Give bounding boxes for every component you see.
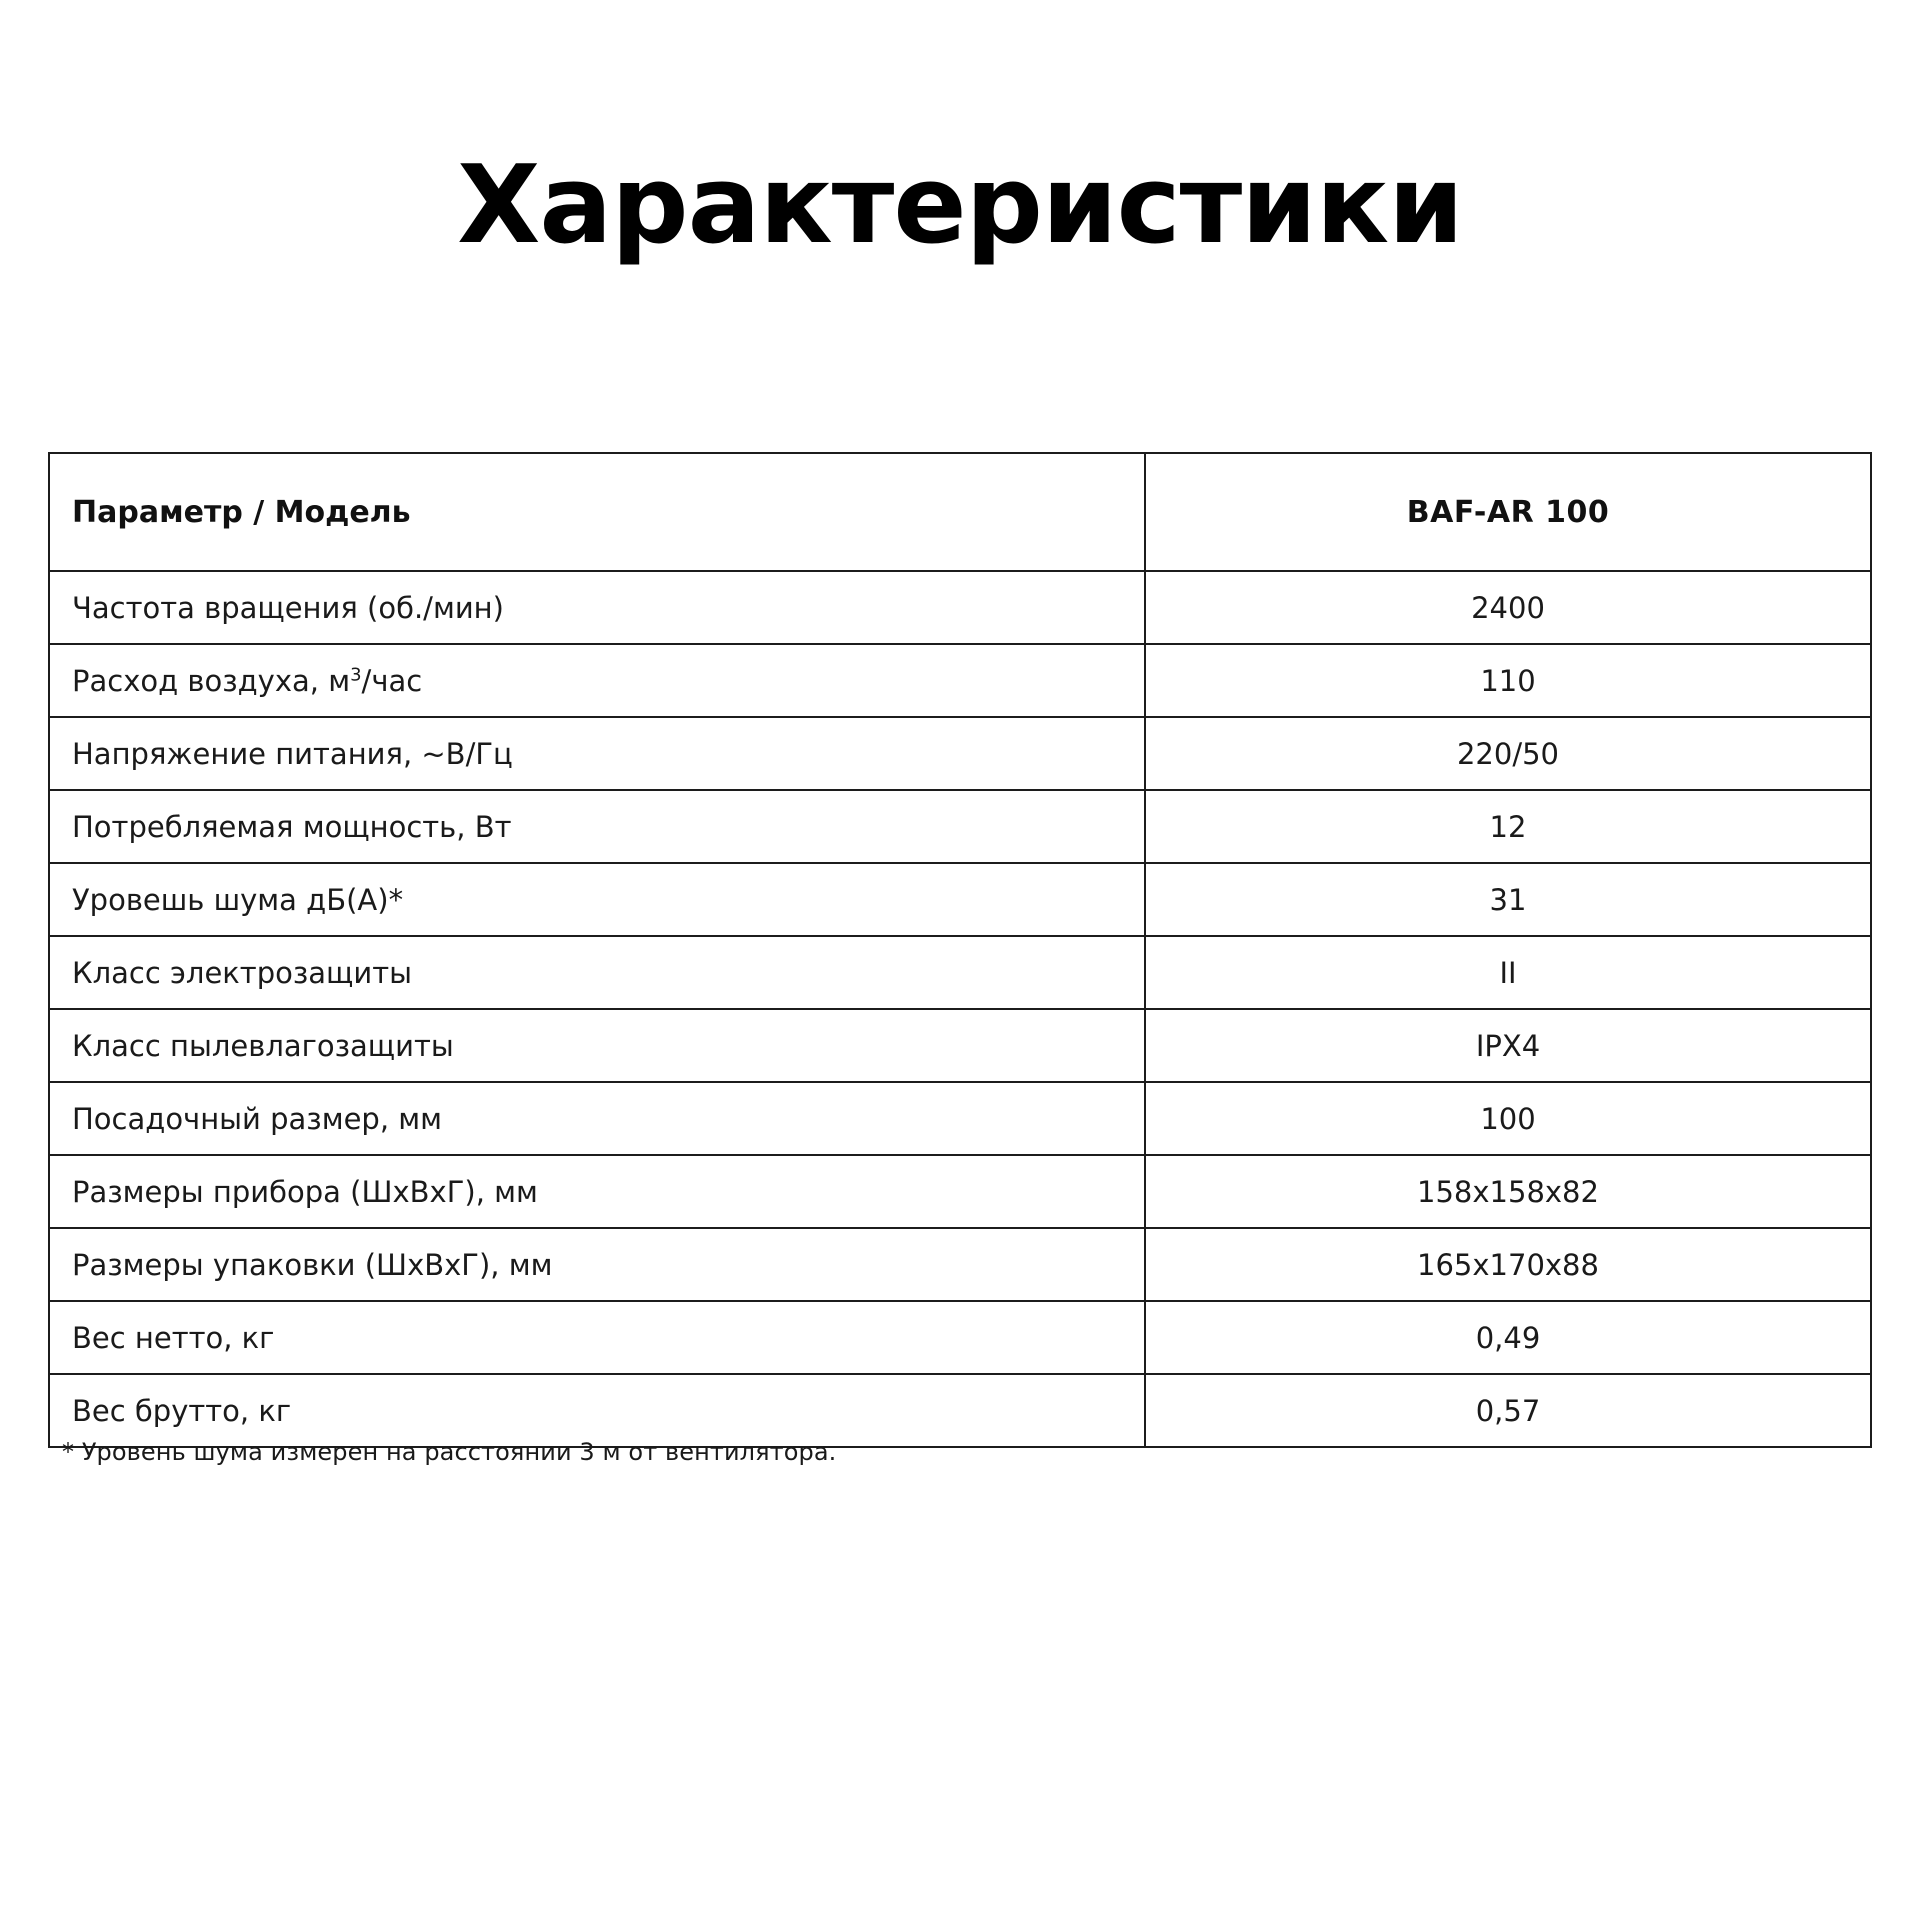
row-label: Вес нетто, кг: [49, 1301, 1145, 1374]
row-label: Размеры прибора (ШхВхГ), мм: [49, 1155, 1145, 1228]
row-value: 0,57: [1145, 1374, 1871, 1447]
row-value: 220/50: [1145, 717, 1871, 790]
table-row: [49, 863, 1871, 936]
row-label: Класс пылевлагозащиты: [49, 1009, 1145, 1082]
row-label: Частота вращения (об./мин): [49, 571, 1145, 644]
row-value: 110: [1145, 644, 1871, 717]
table-row: [49, 1228, 1871, 1301]
footnote-noise-level: * Уровень шума измерен на расстоянии 3 м от вентилятора.: [62, 1438, 837, 1466]
row-value: 31: [1145, 863, 1871, 936]
row-value: 0,49: [1145, 1301, 1871, 1374]
table-row: [49, 790, 1871, 863]
row-label: Потребляемая мощность, Вт: [49, 790, 1145, 863]
column-header-model: BAF-AR 100: [1145, 453, 1871, 571]
row-label: Посадочный размер, мм: [49, 1082, 1145, 1155]
table-row: [49, 1155, 1871, 1228]
row-value: 12: [1145, 790, 1871, 863]
table-header: [49, 453, 1871, 571]
row-label: Вес брутто, кг: [49, 1374, 1145, 1447]
row-value: 158x158x82: [1145, 1155, 1871, 1228]
table-row: [49, 936, 1871, 1009]
row-value: 2400: [1145, 571, 1871, 644]
column-header-parameter: Параметр / Модель: [49, 453, 1145, 571]
table-row: [49, 1374, 1871, 1447]
table-row: [49, 717, 1871, 790]
row-label: Класс электрозащиты: [49, 936, 1145, 1009]
specifications-table: [48, 452, 1872, 1448]
table-row: [49, 1301, 1871, 1374]
specifications-table-container: [48, 452, 1872, 1448]
row-value: II: [1145, 936, 1871, 1009]
row-value: IPX4: [1145, 1009, 1871, 1082]
row-label: Уровешь шума дБ(А)*: [49, 863, 1145, 936]
row-value: 100: [1145, 1082, 1871, 1155]
table-row: [49, 571, 1871, 644]
row-value: 165x170x88: [1145, 1228, 1871, 1301]
table-body: [49, 571, 1871, 1447]
table-row: [49, 1082, 1871, 1155]
table-header-row: [49, 453, 1871, 571]
row-label: Расход воздуха, $м^3$/час: [49, 644, 1145, 717]
table-row: [49, 644, 1871, 717]
table-row: [49, 1009, 1871, 1082]
row-label: Напряжение питания, ~В/Гц: [49, 717, 1145, 790]
row-label: Размеры упаковки (ШхВхГ), мм: [49, 1228, 1145, 1301]
page-title: Характеристики: [457, 143, 1463, 268]
